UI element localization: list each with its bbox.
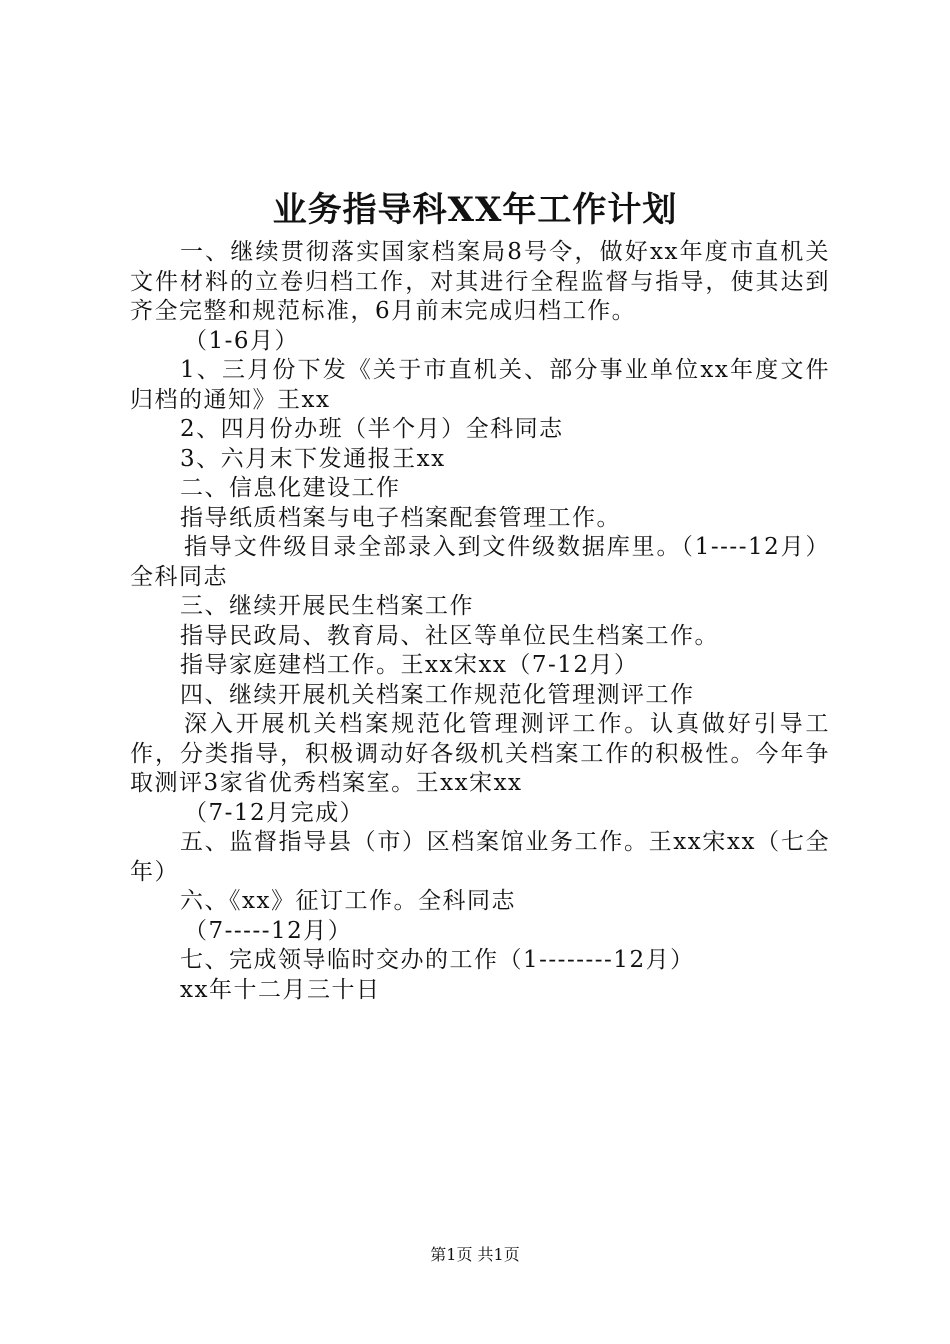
paragraph-item: 指导纸质档案与电子档案配套管理工作。 <box>180 504 621 531</box>
paragraph-section-3: 三、继续开展民生档案工作 <box>180 593 474 619</box>
paragraph-section-7: 七、完成领导临时交办的工作（1--------12月） <box>180 947 695 973</box>
page-footer: 第1页 共1页 <box>430 1245 520 1264</box>
paragraph-period: （7-----12月） <box>184 917 353 944</box>
paragraph-item: 指导家庭建档工作。王xx宋xx（7-12月） <box>180 652 639 678</box>
paragraph-item: 指导民政局、教育局、社区等单位民生档案工作。 <box>180 622 719 649</box>
paragraph-item: 指导文件级目录全部录入到文件级数据库里。（1----12月）全科同志 <box>130 534 830 590</box>
paragraph-period: （7-12月完成） <box>184 799 365 826</box>
paragraph-item: 1、三月份下发《关于市直机关、部分事业单位xx年度文件归档的通知》王xx <box>130 357 830 413</box>
paragraph-item: 深入开展机关档案规范化管理测评工作。认真做好引导工作，分类指导，积极调动好各级机关档案工作的积极性。今年争取测评3家省优秀档案室。王xx宋xx <box>130 711 830 796</box>
paragraph-period: （1-6月） <box>184 327 300 354</box>
paragraph-item: 2、四月份办班（半个月）全科同志 <box>180 416 564 442</box>
paragraph-section-2: 二、信息化建设工作 <box>180 475 401 501</box>
document-title: 业务指导科XX年工作计划 <box>272 190 678 230</box>
paragraph-section-4: 四、继续开展机关档案工作规范化管理测评工作 <box>180 681 695 708</box>
paragraph-section-5: 五、监督指导县（市）区档案馆业务工作。王xx宋xx（七全年） <box>130 829 830 885</box>
document-body <box>130 238 830 1005</box>
paragraph-section-1: 一、继续贯彻落实国家档案局8号令，做好xx年度市直机关文件材料的立卷归档工作，对其进行全程监督与指导，使其达到齐全完整和规范标准，6月前末完成归档工作。 <box>130 239 830 324</box>
paragraph-date: xx年十二月三十日 <box>180 976 381 1003</box>
paragraph-section-6: 六、《xx》征订工作。全科同志 <box>180 888 516 914</box>
paragraph-item: 3、六月末下发通报王xx <box>180 445 446 472</box>
